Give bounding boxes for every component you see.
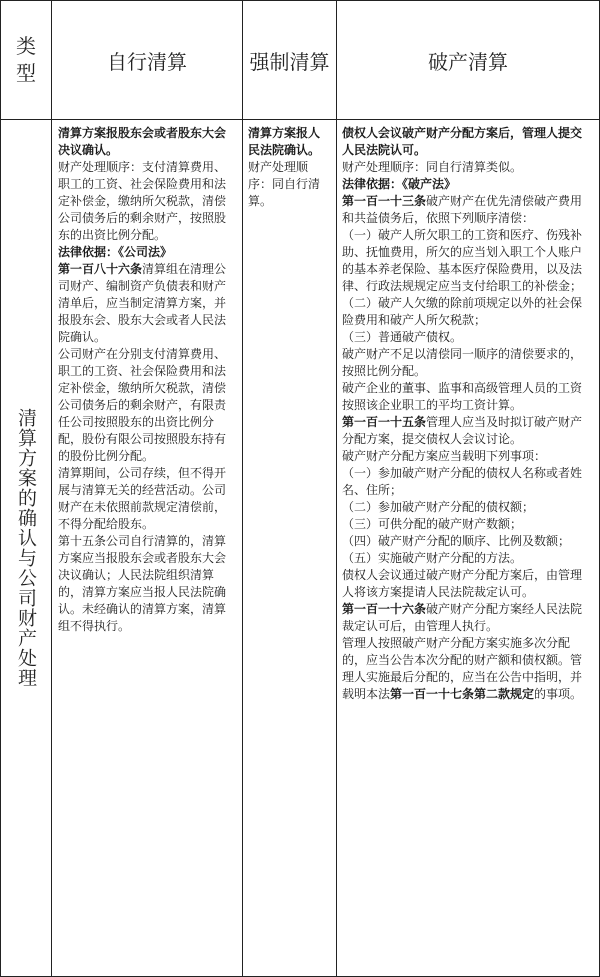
article-number: 第一百一十三条 [342, 194, 427, 208]
article-paragraph [342, 601, 593, 635]
row-label: 清算方案的确认与公司财产处理 [15, 408, 37, 688]
paragraph: （三）可供分配的破产财产数额； [342, 517, 523, 531]
paragraph: 法律依据：《破产法》 [342, 177, 457, 191]
paragraph: 破产企业的董事、监事和高级管理人员的工资按照该企业职工的平均工资计算。 [342, 381, 583, 412]
paragraph: （五）实施破产财产分配的方法。 [342, 551, 523, 565]
paragraph: （二）参加破产财产分配的债权额； [342, 500, 535, 514]
header-type-char: 类 [16, 34, 36, 58]
paragraph: （一）参加破产财产分配的债权人名称或者姓名、住所； [342, 466, 583, 497]
header-bankruptcy-liquidation: 破产清算 [428, 49, 508, 74]
self-liquidation-cell [58, 125, 236, 635]
paragraph: 债权人会议通过破产财产分配方案后，由管理人将该方案提请人民法院裁定认可。 [342, 568, 583, 599]
bankruptcy-liquidation-cell [342, 125, 593, 703]
row-label-cell [1, 120, 51, 976]
article-text: 破产财产在优先清偿破产费用和共益债务后，依照下列顺序清偿： [342, 194, 583, 225]
column-divider [336, 1, 337, 976]
article-paragraph [342, 414, 593, 448]
article-number: 第一百一十五条 [342, 415, 427, 429]
paragraph: 第十五条公司自行清算的，清算方案应当报股东会或者股东大会决议确认；人民法院组织清算的，清算方案应当报人民法院确认。未经确认的清算方案，清算组不得执行。 [58, 534, 227, 633]
article-text: 管理人应当及时拟订破产财产分配方案，提交债权人会议讨论。 [342, 415, 583, 446]
paragraph: 清算方案报股东会或者股东大会决议确认。 [58, 126, 227, 157]
paragraph: 法律依据：《公司法》 [58, 245, 173, 259]
paragraph: 破产财产不足以清偿同一顺序的清偿要求的，按照比例分配。 [342, 347, 583, 378]
article-paragraph [58, 261, 236, 346]
paragraph: （三）普通破产债权。 [342, 330, 463, 344]
column-divider [242, 1, 243, 976]
paragraph [342, 635, 593, 703]
paragraph: 财产处理顺序：同自行清算。 [248, 160, 321, 208]
paragraph-text: 管理人按照破产财产分配方案实施多次分配的，应当公告本次分配的财产额和债权额。管理人实施最后分配的，应当在公告中指明，并载明本法 [342, 636, 583, 701]
paragraph: 清算期间，公司存续，但不得开展与清算无关的经营活动。公司财产在未依照前款规定清偿前，不得分配给股东。 [58, 466, 227, 531]
article-paragraph [342, 193, 593, 227]
paragraph: （一）破产人所欠职工的工资和医疗、伤残补助、抚恤费用，所欠的应当划入职工个人账户的基本养老保险、基本医疗保险费用，以及法律、行政法规规定应当支付给职工的补偿金； [342, 228, 583, 293]
column-divider [51, 1, 52, 976]
header-type-char: 型 [16, 61, 36, 85]
paragraph: 债权人会议破产财产分配方案后，管理人提交人民法院认可。 [342, 126, 583, 157]
article-text: 清算组在清理公司财产、编制资产负债表和财产清单后，应当制定清算方案，并报股东会、股东大会或者人民法院确认。 [58, 262, 227, 344]
paragraph: （二）破产人欠缴的除前项规定以外的社会保险费用和破产人所欠税款； [342, 296, 583, 327]
paragraph: （四）破产财产分配的顺序、比例及数额； [342, 534, 571, 548]
compulsory-liquidation-cell [248, 125, 331, 210]
paragraph: 清算方案报人民法院确认。 [248, 126, 321, 157]
article-text: 破产财产分配方案经人民法院裁定认可后，由管理人执行。 [342, 602, 583, 633]
header-compulsory-liquidation: 强制清算 [249, 49, 330, 74]
header-divider [1, 119, 599, 120]
paragraph: 公司财产在分别支付清算费用、职工的工资、社会保险费用和法定补偿金，缴纳所欠税款，清偿公司债务后的剩余财产，有限责任公司按照股东的出资比例分配，股份有限公司按照股东持有的股份比例分配。 [58, 347, 227, 463]
header-type [1, 1, 51, 119]
paragraph: 财产处理顺序：支付清算费用、职工的工资、社会保险费用和法定补偿金，缴纳所欠税款，清偿公司债务后的剩余财产，按照股东的出资比例分配。 [58, 160, 227, 242]
article-number: 第一百一十六条 [342, 602, 427, 616]
paragraph: 破产财产分配方案应当载明下列事项： [342, 449, 547, 463]
article-reference: 第一百一十七条第二款规定 [390, 687, 535, 701]
header-self-liquidation: 自行清算 [107, 49, 187, 74]
article-number: 第一百八十六条 [58, 262, 143, 276]
paragraph: 财产处理顺序：同自行清算类似。 [342, 160, 523, 174]
paragraph-text: 的事项。 [534, 687, 583, 701]
